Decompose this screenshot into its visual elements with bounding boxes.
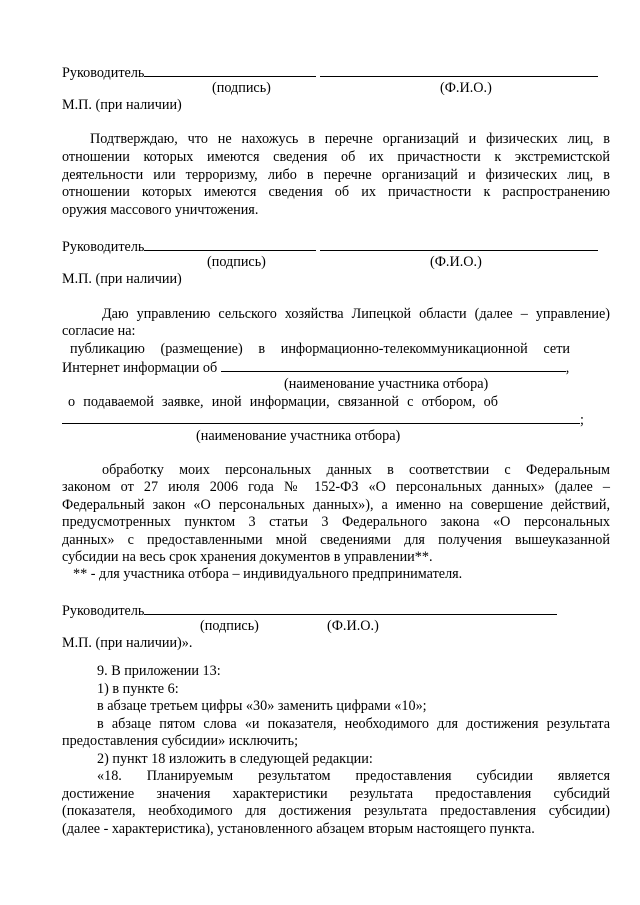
signature-caption: (подпись)	[207, 254, 266, 270]
fio-caption: (Ф.И.О.)	[327, 618, 379, 634]
amend-line-2: 1) в пункте 6:	[97, 681, 179, 697]
fio-blank	[320, 63, 598, 77]
amend-line-1: 9. В приложении 13:	[97, 663, 221, 679]
confirm-line-5: оружия массового уничтожения.	[62, 202, 259, 218]
consent-line-2: согласие на:	[62, 323, 136, 339]
head-label: Руководитель	[62, 239, 145, 255]
consent-line-1: Даю управлению сельского хозяйства Липецкой области (далее – управление)	[102, 306, 610, 322]
consent-line-4	[62, 358, 569, 377]
comma: ,	[565, 360, 570, 376]
consent-line-3: публикацию (размещение) в информационно-телекоммуникационной сети	[70, 341, 570, 357]
amend-line-5: предоставления субсидии» исключить;	[62, 733, 299, 749]
confirm-line-3: деятельности или терроризму, либо в перечне организаций и физических лиц, в	[62, 167, 610, 183]
stamp-note: М.П. (при наличии)	[62, 271, 182, 287]
signature-caption: (подпись)	[200, 618, 259, 634]
participant-blank-1	[221, 358, 566, 372]
signature-line-1	[62, 63, 598, 82]
fio-caption: (Ф.И.О.)	[440, 80, 492, 96]
signature-fio-blank	[144, 601, 557, 615]
confirm-line-4: отношении которых имеются сведения об их причастности к распространению	[62, 184, 610, 200]
amend-line-8: достижение значения характеристики результата предоставления субсидий	[62, 786, 610, 802]
head-label: Руководитель	[62, 65, 145, 81]
amend-line-4: в абзаце пятом слова «и показателя, необходимого для достижения результата	[97, 716, 610, 732]
stamp-note: М.П. (при наличии)».	[62, 635, 193, 651]
consent-line-4-text: Интернет информации об	[62, 360, 218, 376]
footnote: ** - для участника отбора – индивидуального предпринимателя.	[73, 566, 463, 582]
participant-blank-2	[62, 410, 580, 424]
personal-line-3: Федеральный закон «О персональных данных»), а именно на совершение действий,	[62, 497, 610, 513]
consent-line-6	[62, 410, 584, 429]
personal-line-1: обработку моих персональных данных в соответствии с Федеральным	[102, 462, 610, 478]
confirm-line-2: отношении которых имеются сведения об их причастности к экстремистской	[62, 149, 610, 165]
amend-line-6: 2) пункт 18 изложить в следующей редакции:	[97, 751, 373, 767]
stamp-note: М.П. (при наличии)	[62, 97, 182, 113]
amend-line-7: «18. Планируемым результатом предоставления субсидии является	[97, 768, 610, 784]
signature-blank	[144, 237, 316, 251]
fio-blank	[320, 237, 598, 251]
amend-line-10: (далее - характеристика), установленного абзацем вторым настоящего пункта.	[62, 821, 535, 837]
semicolon: ;	[580, 412, 584, 428]
signature-line-3	[62, 601, 557, 620]
personal-line-2: законом от 27 июля 2006 года № 152-ФЗ «О персональных данных» (далее –	[62, 479, 610, 495]
personal-line-6: субсидии на весь срок хранения документов в управлении**.	[62, 549, 433, 565]
confirm-line-1: Подтверждаю, что не нахожусь в перечне организаций и физических лиц, в	[90, 131, 610, 147]
personal-line-5: данных» с предоставленными мной сведениями для получения вышеуказанной	[62, 532, 610, 548]
fio-caption: (Ф.И.О.)	[430, 254, 482, 270]
signature-blank	[144, 63, 316, 77]
consent-line-5: о подаваемой заявке, иной информации, связанной с отбором, об	[68, 394, 498, 410]
signature-caption: (подпись)	[212, 80, 271, 96]
amend-line-3: в абзаце третьем цифры «30» заменить цифрами «10»;	[97, 698, 427, 714]
participant-caption-1: (наименование участника отбора)	[284, 376, 489, 392]
head-label: Руководитель	[62, 603, 145, 619]
amend-line-9: (показателя, необходимого для достижения результата предоставления субсидии)	[62, 803, 610, 819]
personal-line-4: предусмотренных пунктом 3 статьи 3 Федерального закона «О персональных	[62, 514, 610, 530]
participant-caption-2: (наименование участника отбора)	[196, 428, 401, 444]
signature-line-2	[62, 237, 598, 256]
